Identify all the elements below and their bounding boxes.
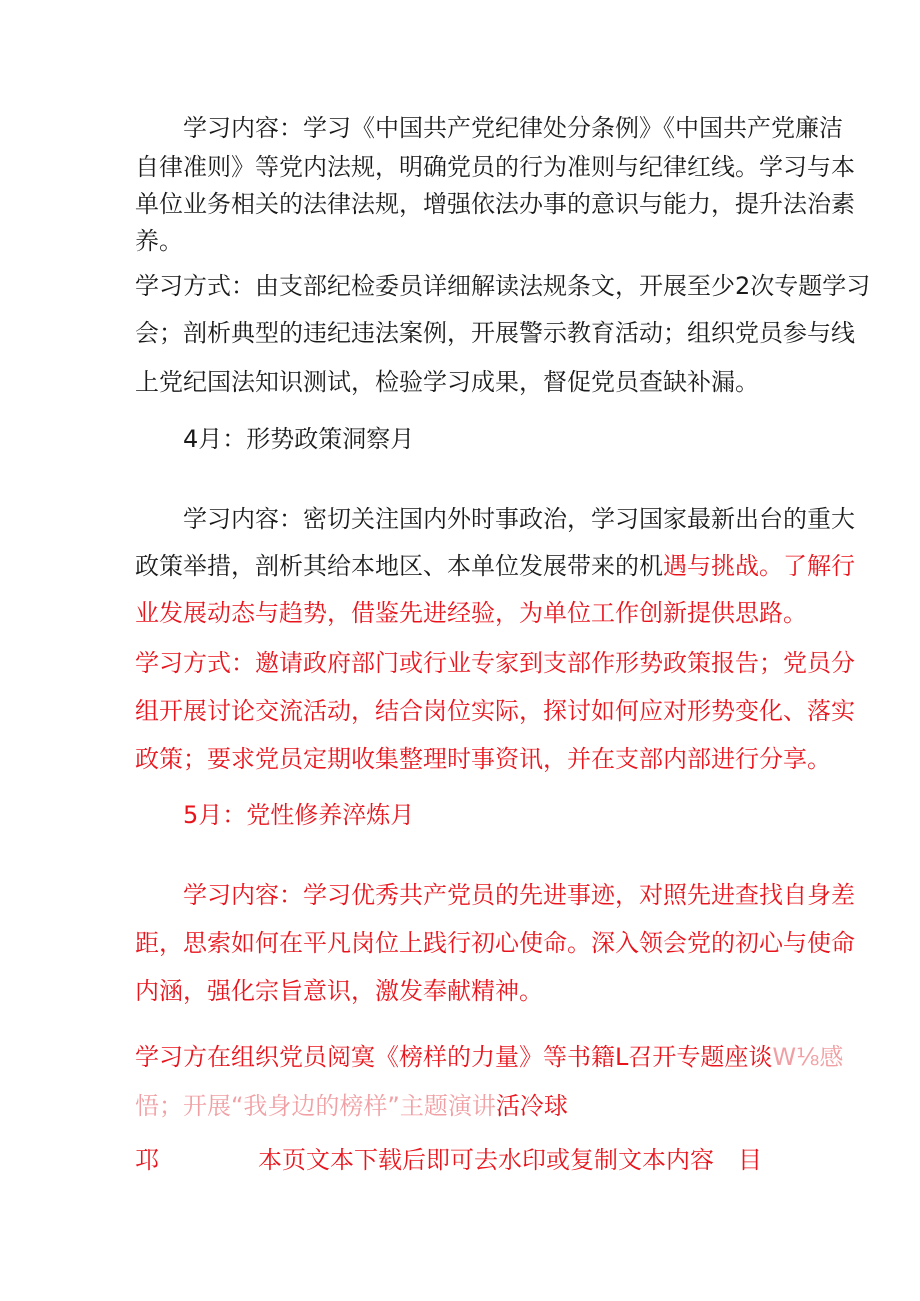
april-method-line-3: 政策；要求党员定期收集整理时事资讯，并在支部内部进行分享。: [135, 745, 831, 773]
april-method-line-1: 学习方式：邀请政府部门或行业专家到支部作形势政策报告；党员分: [135, 649, 855, 677]
april-content-line-3: 业发展动态与趋势，借鉴先进经验，为单位工作创新提供思路。: [135, 599, 807, 627]
april-content-line-1: 学习内容：密切关注国内外时事政治，学习国家最新出台的重大: [183, 505, 855, 533]
march-method-line-3: 上党纪国法知识测试，检验学习成果，督促党员查缺补漏。: [135, 368, 759, 396]
may-method-line-1: [135, 1045, 843, 1069]
may-content-line-3: 内涵，强化宗旨意识，激发奉献精神。: [135, 977, 543, 1005]
may-heading: 5月：党性修养淬炼月: [183, 801, 415, 829]
march-content-line-3: 单位业务相关的法律法规，增强依法办事的意识与能力，提升法治素: [135, 190, 855, 218]
april-method-line-2: 组开展讨论交流活动，结合岗位实际，探讨如何应对形势变化、落实: [135, 697, 855, 725]
may-method-line-2-faded: 悟；开展“我身边的榜样”主题演讲: [135, 1092, 496, 1120]
may-method-line-1-faded: W⅛感: [772, 1043, 844, 1071]
may-method-line-1-red: 学习方在组织党员阅寞《榜样的力量》等书籍L召开专题座谈: [135, 1043, 773, 1071]
footer-download-note[interactable]: 本页文本下载后即可去水印或复制文本内容: [258, 1146, 714, 1174]
march-method-line-1: 学习方式：由支部纪检委员详细解读法规条文，开展至少2次专题学习: [135, 272, 871, 300]
footer-left-mark: 邛: [135, 1146, 159, 1174]
march-content-line-4: 养。: [135, 227, 183, 255]
march-method-line-2: 会；剖析典型的违纪违法案例，开展警示教育活动；组织党员参与线: [135, 319, 855, 347]
march-content-line-1: 学习内容：学习《中国共产党纪律处分条例》《中国共产党廉洁: [183, 114, 843, 142]
april-heading: 4月：形势政策洞察月: [183, 425, 415, 453]
may-method-line-2: [135, 1094, 568, 1118]
april-content-line-2-red: 遇与挑战。了解行: [663, 552, 855, 580]
may-content-line-2: 距，思索如何在平凡岗位上践行初心使命。深入领会党的初心与使命: [135, 929, 855, 957]
april-content-line-2-black: 政策举措，剖析其给本地区、本单位发展带来的机: [135, 552, 663, 580]
march-content-line-2: 自律准则》等党内法规，明确党员的行为准则与纪律红线。学习与本: [135, 153, 855, 181]
footer-right-mark: 目: [738, 1146, 762, 1174]
may-method-line-2-red: 活冷球: [495, 1092, 568, 1120]
may-content-line-1: 学习内容：学习优秀共产党员的先进事迹，对照先进查找自身差: [183, 881, 855, 909]
april-content-line-2: [135, 554, 855, 578]
